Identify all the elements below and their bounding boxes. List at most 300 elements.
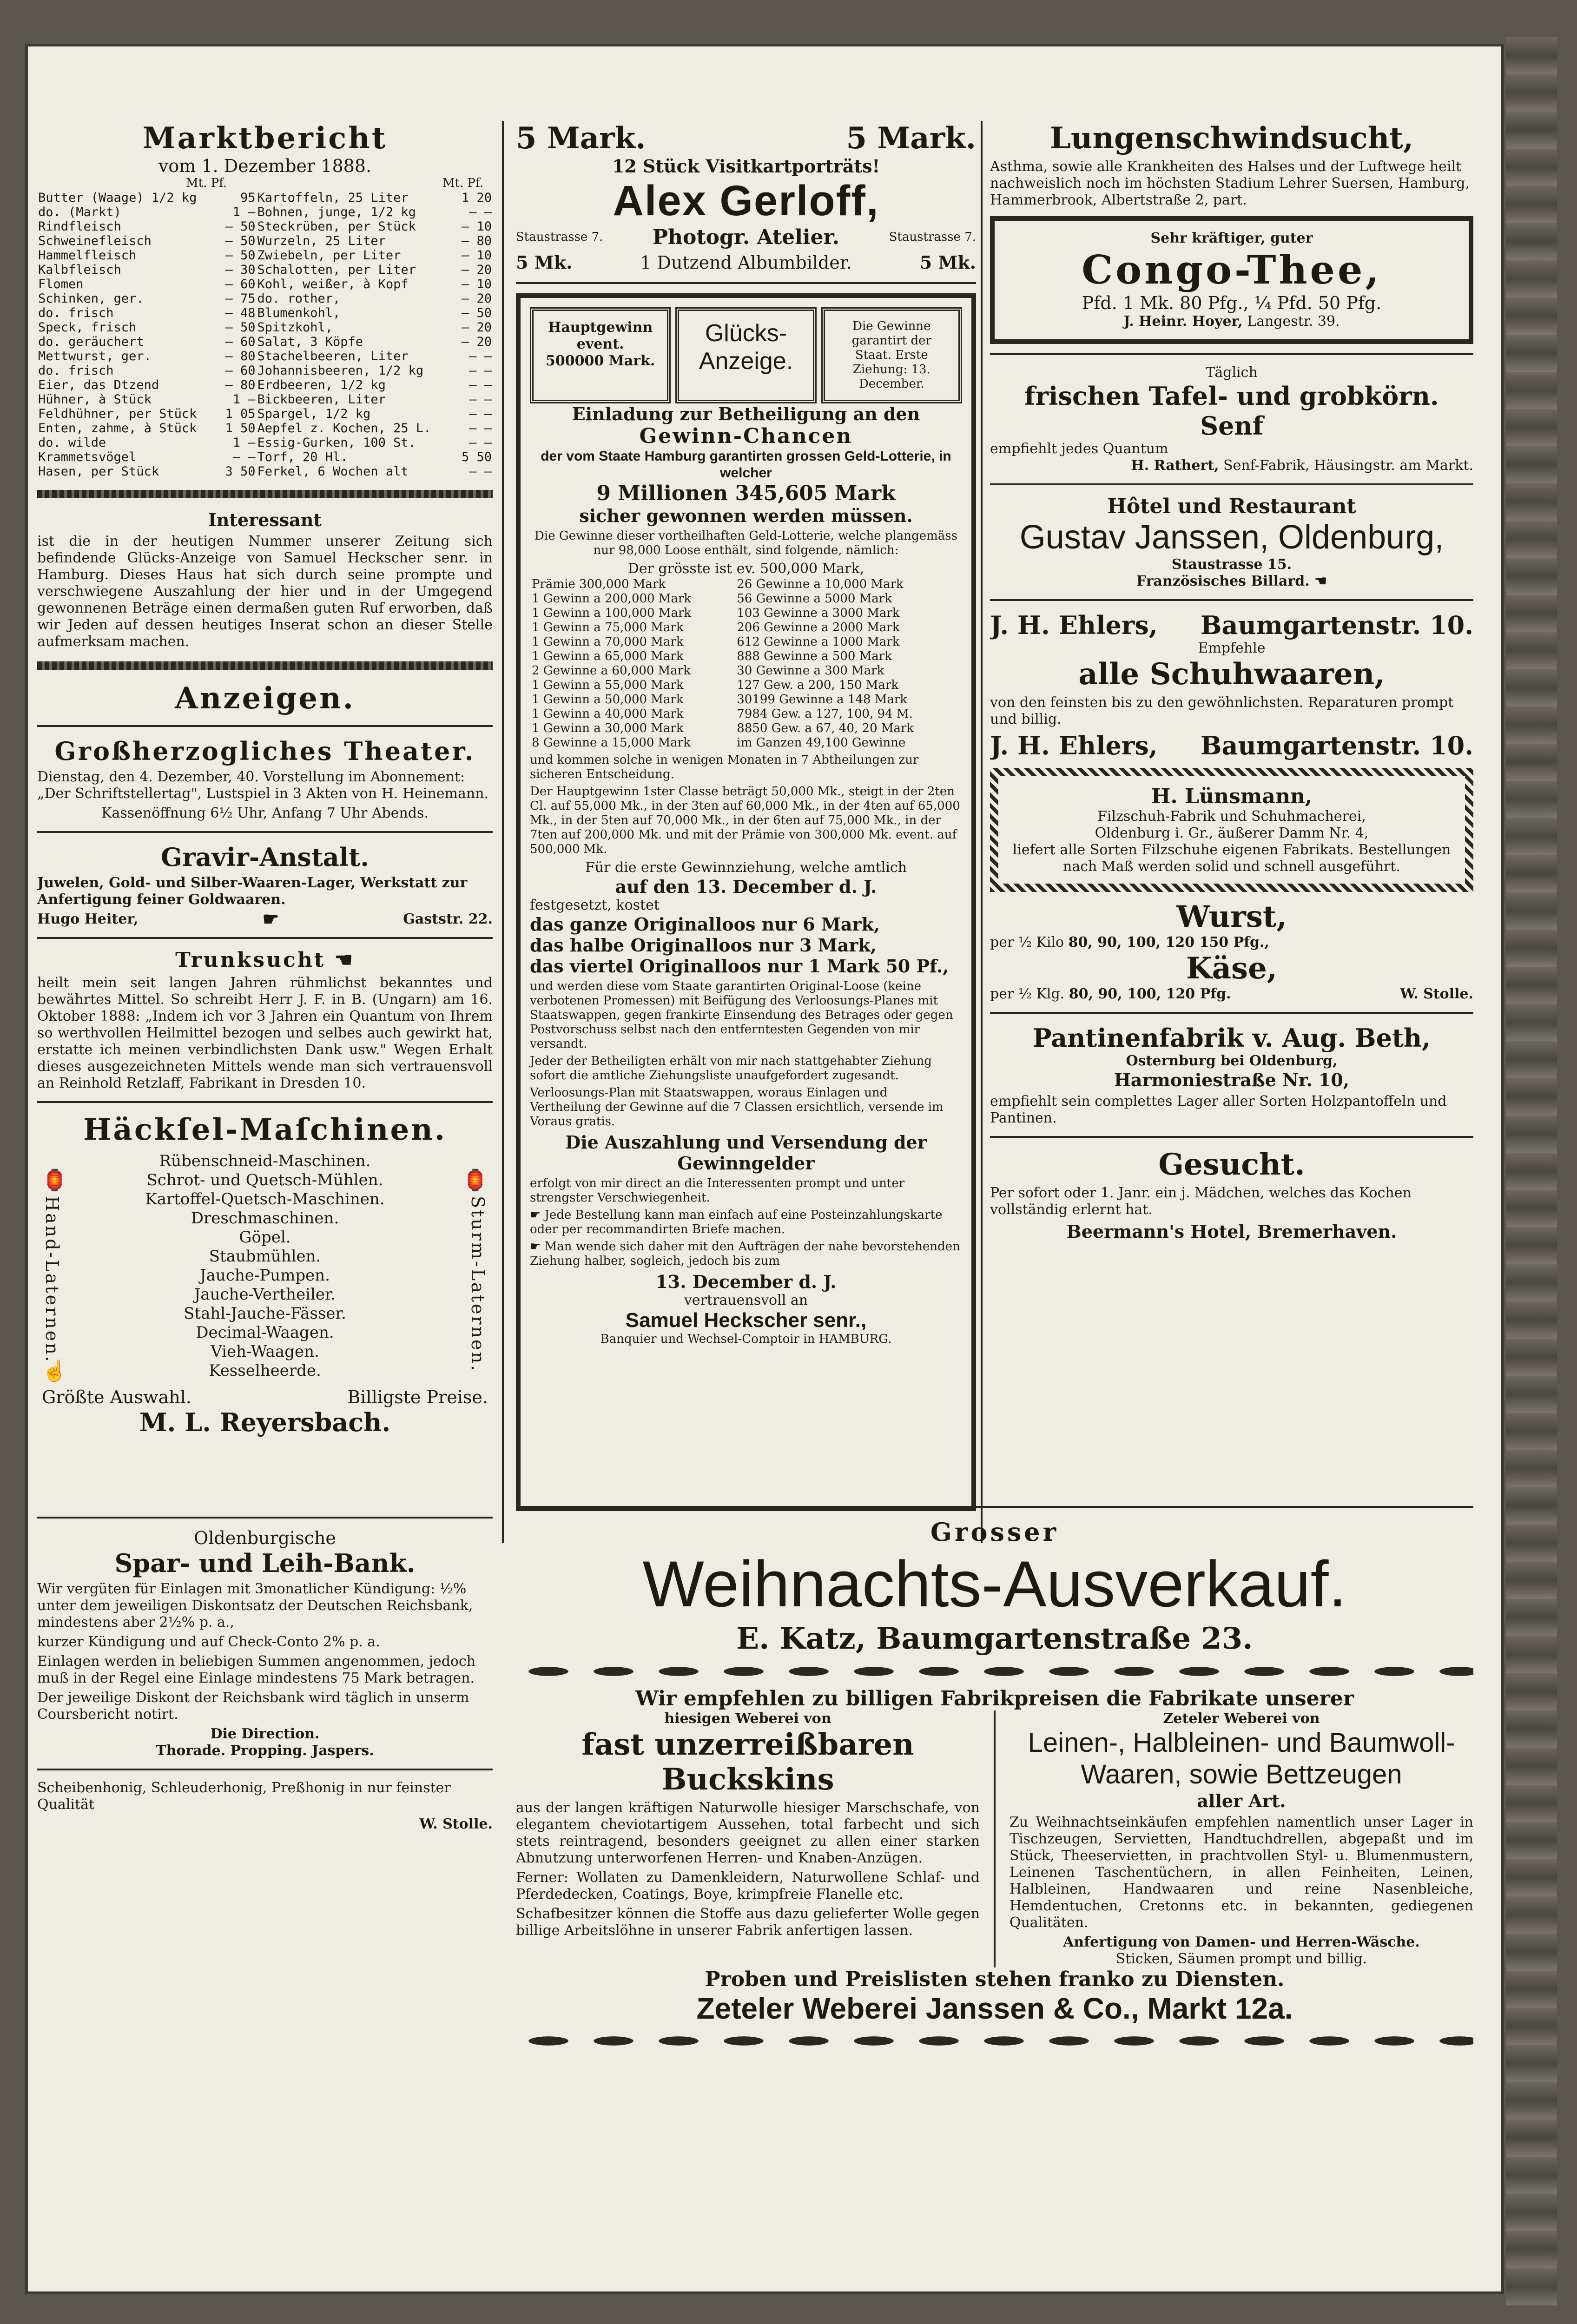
prize-cell: 1 Gewinn a 200,000 Mark	[532, 592, 692, 606]
haeckel-ad	[37, 1112, 493, 1507]
weihnacht-pre: Grosser	[930, 1517, 1059, 1547]
market-price-table	[37, 191, 493, 479]
market-price: — 75	[225, 291, 256, 306]
prize-cell: 7984 Gew. a 127, 100, 94 M.	[737, 707, 913, 721]
market-row	[37, 205, 493, 219]
market-item: Kartoffeln, 25 Liter	[257, 191, 409, 205]
senf-title: frischen Tafel- und grobkörn. Senf	[1024, 381, 1439, 441]
market-item: Salat, 3 Köpfe	[257, 335, 363, 349]
sparbank-text4: Der jeweilige Diskont der Reichsbank wird täglich in unserm Coursbericht notirt.	[37, 1690, 469, 1723]
market-row	[37, 378, 493, 392]
lotterie-gewinn: Gewinn-Chancen	[639, 424, 853, 448]
prize-row	[530, 721, 962, 736]
column-rule	[994, 1710, 996, 1967]
column-rule	[502, 121, 504, 1543]
market-item: Johannisbeeren, 1/2 kg	[257, 363, 424, 378]
pointing-hand-icon: ☚	[334, 948, 355, 972]
prize-row	[530, 577, 962, 592]
lotterie-bestellung: Jede Bestellung kann man einfach auf eine Posteinzahlungskarte oder per recommandirten Briefe machen.	[530, 1208, 943, 1236]
honig-text: Scheibenhonig, Schleuderhonig, Preßhonig in nur feinster Qualität	[37, 1780, 451, 1813]
interessant-section	[37, 509, 493, 650]
prize-cell: 8850 Gew. a 67, 40, 20 Mark	[737, 721, 914, 735]
hotel-ad	[990, 495, 1473, 590]
sparbank-text3: Einlagen werden in beliebigen Summen angenommen, jedoch muß in der Regel eine Einlage mindestens 75 Mark betragen.	[37, 1653, 476, 1686]
sparbank-text2: kurzer Kündigung und auf Check-Conto 2% p. a.	[37, 1634, 380, 1650]
haeckel-title: Häckſel-Maſchinen.	[83, 1112, 447, 1147]
ehlers-text: von den feinsten bis zu den gewöhnlichsten. Reparaturen prompt und billig.	[990, 694, 1454, 727]
weihnacht-name: E. Katz,	[736, 1621, 866, 1656]
book-spine	[1506, 37, 1557, 2305]
prize-cell: Prämie 300,000 Mark	[532, 577, 666, 591]
rule	[990, 1136, 1473, 1138]
prize-cell: 30 Gewinne a 300 Mark	[737, 664, 884, 678]
sparbank-pre: Oldenburgische	[194, 1528, 336, 1548]
prize-row	[530, 664, 962, 678]
market-price: 1 —	[232, 436, 256, 450]
market-price: — 50	[225, 320, 256, 335]
congo-ad	[990, 216, 1473, 344]
market-price: — 50	[461, 306, 492, 320]
pointing-hand-icon: ☚	[1314, 573, 1327, 589]
gesucht-title: Gesucht.	[1158, 1147, 1305, 1182]
lotterie-desc: Die Gewinne dieser vortheilhaften Geld-Lotterie, welche plangemäss nur 98,000 Loose enthält, sind folgende, nämlich:	[534, 529, 957, 557]
weihnacht-right-text: Zu Weihnachtseinkäufen empfehlen namentlich unser Lager in Tischzeugen, Servietten, Handtuchdrellen, abgepaßt und im Stück, Theeservietten, in prachtvollen Styl- u. Blumenmustern, Leinenen Taschentüchern, in allen Feinheiten, Leinen, Halbleinen, Handwaaren und reine Nasenbleiche, Hemdentuchen, Cretonns etc. in bekannten, gediegenen Qualitäten.	[1010, 1814, 1473, 1931]
market-price: — —	[469, 421, 492, 436]
prize-row	[530, 693, 962, 707]
market-item: Hammelfleisch	[38, 248, 137, 263]
ornament-rule	[37, 661, 493, 670]
weihnacht-ad	[516, 1506, 1473, 2259]
lotterie-sicher: sicher gewonnen werden müssen.	[579, 505, 913, 526]
wurst-line2: 80, 90, 100, 120 Pfg.	[1069, 986, 1231, 1002]
pantinen-title: Pantinenfabrik v. Aug. Beth,	[1033, 1023, 1431, 1053]
lotterie-haupt: Der Hauptgewinn 1ster Classe beträgt 50,000 Mk., steigt in der 2ten Cl. auf 55,000 Mk., in der 3ten auf 60,000 Mk., in der 4ten auf 65,000 Mk., in der 5ten auf 70,000 Mk., in der 6ten auf 75,000 Mk., in der 7ten auf 200,000 Mk. und mit der Prämie von 300,000 Mk. event. auf 500,000 Mk.	[530, 785, 960, 856]
luensmann-line1: Filzschuh-Fabrik und Schuhmacherei,	[1097, 808, 1366, 825]
prize-table	[530, 577, 962, 750]
rule	[990, 353, 1473, 355]
gerloff-name: Alex Gerloff,	[613, 177, 879, 224]
market-item: Aepfel z. Kochen, 25 L.	[257, 421, 431, 436]
market-item: Torf, 20 Hl.	[257, 450, 348, 464]
prize-row	[530, 736, 962, 750]
gravir-ad	[37, 842, 493, 928]
market-row	[37, 248, 493, 263]
haeckel-item: Kesselheerde.	[209, 1361, 321, 1380]
market-item: Steckrüben, per Stück	[257, 219, 416, 234]
market-price: — 10	[461, 277, 492, 291]
theater-ad	[37, 736, 493, 822]
prize-cell: 30199 Gewinne a 148 Mark	[737, 693, 908, 706]
market-item: Stachelbeeren, Liter	[257, 349, 409, 363]
prize-cell: 1 Gewinn a 30,000 Mark	[532, 721, 684, 735]
market-price: — 60	[225, 335, 256, 349]
prize-cell: 1 Gewinn a 50,000 Mark	[532, 693, 684, 706]
weihnacht-left	[516, 1710, 980, 1967]
lotterie-plan: Verloosungs-Plan mit Staatswappen, woraus Einlagen und Vertheilung der Gewinne auf die 7 Classen ersichtlich, versende im Voraus gratis.	[530, 1086, 944, 1129]
market-price: — 20	[461, 291, 492, 306]
ehlers-ad	[990, 610, 1473, 760]
lotterie-date2: 13. December d. J.	[655, 1271, 837, 1292]
market-item: Kohl, weißer, à Kopf	[257, 277, 409, 291]
sparbank-sign: Die Direction.	[210, 1726, 320, 1742]
market-price: — 50	[225, 248, 256, 263]
rule	[37, 831, 493, 833]
pantinen-line2: Harmoniestraße Nr. 10,	[1114, 1070, 1350, 1090]
market-item: Bohnen, junge, 1/2 kg	[257, 205, 416, 219]
market-price: — 80	[225, 349, 256, 363]
market-price: — 10	[461, 219, 492, 234]
haeckel-item: Göpel.	[239, 1228, 291, 1247]
prize-cell: 1 Gewinn a 40,000 Mark	[532, 707, 684, 721]
hotel-addr: Staustrasse 15.	[1171, 556, 1292, 573]
column-rule	[981, 121, 983, 1543]
market-row	[37, 349, 493, 363]
lotterie-head-mid: Glücks- Anzeige.	[675, 307, 816, 403]
wurst-line2-pre: per ½ Klg.	[990, 986, 1065, 1002]
haeckel-item: Vieh-Waagen.	[211, 1342, 319, 1361]
market-item: Erdbeeren, 1/2 kg	[257, 378, 386, 392]
market-item: do. (Markt)	[38, 205, 121, 219]
prize-cell: 1 Gewinn a 65,000 Mark	[532, 649, 684, 663]
prize-cell: 103 Gewinne a 3000 Mark	[737, 606, 900, 620]
prize-cell: 1 Gewinn a 75,000 Mark	[532, 621, 684, 634]
market-row	[37, 277, 493, 291]
congo-pre: Sehr kräftiger, guter	[1150, 230, 1313, 246]
haeckel-right-foot: Billigste Preise.	[347, 1387, 488, 1407]
market-row	[37, 436, 493, 450]
luensmann-ad	[990, 768, 1473, 892]
gerloff-foot-mid: 1 Dutzend Albumbilder.	[640, 252, 852, 273]
marktbericht-section	[37, 121, 493, 479]
lotterie-vertrauen: vertrauensvoll an	[684, 1292, 808, 1308]
market-row	[37, 191, 493, 205]
pantinen-ad	[990, 1023, 1473, 1127]
lantern-icon: 🏮	[462, 1169, 488, 1192]
gravir-title: Gravir-Anstalt.	[160, 842, 370, 872]
wurst-title1: Wurst,	[1176, 899, 1287, 934]
prize-cell: 8 Gewinne a 15,000 Mark	[532, 736, 691, 750]
prize-cell: 26 Gewinne a 10,000 Mark	[737, 577, 904, 591]
market-price: 1 20	[461, 191, 492, 205]
market-price: — —	[232, 450, 256, 464]
market-price: 1 50	[225, 421, 256, 436]
market-item: do. frisch	[38, 306, 114, 320]
gesucht-text: Per sofort oder 1. Janr. ein j. Mädchen, welches das Kochen vollständig erlernt hat.	[990, 1185, 1412, 1218]
rule	[990, 483, 1473, 485]
weihnacht-left-text: aus der langen kräftigen Naturwolle hiesiger Marschschafe, von elegantem cheviotartigem Aussehen, total farbecht und sich stets reintragend, besonders geeignet zu allen einer starken Abnutzung unterworfenen Herren- und Knaben-Anzügen.	[516, 1800, 980, 1866]
market-item: Spitzkohl,	[257, 320, 333, 335]
hotel-title: Gustav Janssen, Oldenburg,	[1019, 519, 1444, 556]
sparbank-ad	[37, 1528, 493, 1759]
weihnacht-right-text3: Sticken, Säumen prompt und billig.	[1115, 1951, 1367, 1967]
lungen-title: Lungenschwindsucht,	[1049, 121, 1414, 156]
market-price: — —	[469, 464, 492, 479]
market-row	[37, 219, 493, 234]
haeckel-left-foot: Größte Auswahl.	[42, 1387, 191, 1407]
market-price: — —	[469, 392, 492, 407]
luensmann-name: H. Lünsmann,	[1151, 785, 1313, 808]
market-item: Flomen	[38, 277, 84, 291]
market-item: Wurzeln, 25 Liter	[257, 234, 386, 248]
haeckel-item: Dreschmaschinen.	[191, 1209, 339, 1228]
weihnacht-left-title1: fast unzerreißbaren	[581, 1727, 914, 1762]
market-item: Enten, zahme, à Stück	[38, 421, 197, 436]
market-item: Spargel, 1/2 kg	[257, 407, 371, 421]
weihnacht-right-title: Leinen-, Halbleinen- und Baumwoll-Waaren, sowie Bettzeugen	[1028, 1728, 1455, 1789]
sturm-laternen-label: Sturm-Laternen.	[468, 1196, 488, 1373]
honig-name: W. Stolle.	[419, 1816, 493, 1832]
market-item: Schalotten, per Liter	[257, 263, 416, 277]
lotterie-bank: Banquier und Wechsel-Comptoir in HAMBURG.	[600, 1332, 892, 1346]
senf-pre: Täglich	[1206, 364, 1258, 381]
wurst-ad	[990, 899, 1473, 1003]
ornament-rule	[516, 1664, 1473, 1679]
hotel-pre: Hôtel und Restaurant	[1107, 495, 1356, 518]
market-price: 1 05	[225, 407, 256, 421]
senf-addr: Senf-Fabrik, Häusingstr. am Markt.	[1223, 457, 1473, 474]
prize-row	[530, 707, 962, 721]
lotterie-send: und werden diese vom Staate garantirten Original-Loose (keine verbotenen Promessen) mit Beifügung des Verloosungs-Planes mit Staatswappen, gegen frankirte Einsendung des Betrages oder gegen Postvorschuss selbst nach den entferntesten Gegenden von mir versandt.	[530, 979, 953, 1051]
market-price: — 10	[461, 248, 492, 263]
anzeigen-title: Anzeigen.	[175, 681, 355, 716]
market-price: 1 —	[232, 392, 256, 407]
gerloff-foot-right: 5 Mk.	[919, 252, 976, 273]
ehlers-name-2: J. H. Ehlers,	[990, 731, 1158, 760]
senf-name: H. Rathert,	[1131, 457, 1219, 474]
haeckel-item: Kartoffel-Quetsch-Maschinen.	[145, 1190, 385, 1208]
market-price: — 30	[225, 263, 256, 277]
haeckel-item: Stahl-Jauche-Fässer.	[184, 1304, 346, 1323]
column-middle	[516, 121, 976, 1552]
weihnacht-firm: Zeteler Weberei Janssen & Co., Markt 12a.	[696, 1992, 1293, 2025]
hand-laternen-label: Hand-Laternen.	[42, 1196, 62, 1364]
market-item: do. wilde	[38, 436, 106, 450]
congo-addr: Langestr. 39.	[1247, 313, 1340, 330]
lotterie-wende: Man wende sich daher mit den Aufträgen der nahe bevorstehenden Ziehung halber, sogleich, jedoch bis zum	[530, 1240, 960, 1268]
prize-cell: im Ganzen 49,100 Gewinne	[737, 736, 906, 750]
lotterie-invite: Einladung zur Betheiligung an den	[572, 403, 920, 424]
market-item: Ferkel, 6 Wochen alt	[257, 464, 409, 479]
unit-left: Mt. Pf.	[186, 176, 227, 190]
weihnacht-right	[1010, 1710, 1473, 1967]
gerloff-right-addr: Staustrasse 7.	[889, 230, 976, 244]
luensmann-line2: Oldenburg i. Gr., äußerer Damm Nr. 4,	[1095, 825, 1369, 841]
rule	[990, 1012, 1473, 1014]
ehlers-title: alle Schuhwaaren,	[1078, 657, 1385, 692]
market-item: Krammetsvögel	[38, 450, 137, 464]
gesucht-ad	[990, 1147, 1473, 1242]
prize-row	[530, 621, 962, 635]
market-row	[37, 450, 493, 464]
lotterie-loos2: das halbe Originalloos nur 3 Mark,	[530, 935, 877, 956]
weihnacht-left-text3: Schafbesitzer können die Stoffe aus dazu gelieferter Wolle gegen billige Arbeitslöhne in unserer Fabrik anfertigen lassen.	[516, 1906, 980, 1939]
prize-cell: 2 Gewinne a 60,000 Mark	[532, 664, 691, 678]
market-item: Bickbeeren, Liter	[257, 392, 386, 407]
lungen-text: Asthma, sowie alle Krankheiten des Halses und der Luftwege heilt nachweislich noch im höchsten Stadium Lehrer Suersen, Hamburg, Hammerbrook, Albertstraße 2, part.	[990, 158, 1470, 208]
sparbank-names: Thorade. Propping. Jaspers.	[156, 1743, 374, 1759]
gerloff-foot-left: 5 Mk.	[516, 252, 573, 273]
market-price: 5 50	[461, 450, 492, 464]
weihnacht-proben: Proben und Preislisten stehen franko zu Diensten.	[705, 1967, 1285, 1991]
prize-row	[530, 678, 962, 693]
congo-name: J. Heinr. Hoyer,	[1123, 313, 1243, 330]
market-item: Schinken, ger.	[38, 291, 144, 306]
lungen-ad	[990, 121, 1473, 209]
lotterie-loos1: das ganze Originalloos nur 6 Mark,	[530, 914, 880, 935]
gerloff-right-price: 5 Mark.	[846, 121, 976, 156]
market-item: Essig-Gurken, 100 St.	[257, 436, 416, 450]
lotterie-staat: der vom Staate Hamburg garantirten grossen Geld-Lotterie, in welcher	[541, 449, 951, 481]
lotterie-jeder: Jeder der Betheiligten erhält von mir nach stattgehabter Ziehung sofort die amtliche Ziehungsliste unaufgefordert zugesandt.	[530, 1054, 932, 1083]
lotterie-date: auf den 13. December d. J.	[615, 876, 877, 897]
prize-cell: 888 Gewinne a 500 Mark	[737, 649, 892, 663]
market-item: do. frisch	[38, 363, 114, 378]
market-price: — 20	[461, 335, 492, 349]
gravir-name: Hugo Heiter,	[37, 911, 139, 927]
prize-cell: 206 Gewinne a 2000 Mark	[737, 621, 900, 634]
prize-cell: 612 Gewinne a 1000 Mark	[737, 635, 900, 649]
market-price: — —	[469, 363, 492, 378]
haeckel-item-list	[37, 1152, 493, 1380]
lotterie-erfolgt: erfolgt von mir direct an die Interessenten prompt und unter strengster Verschwiegenheit.	[530, 1176, 905, 1205]
gerloff-ad	[516, 121, 976, 273]
market-item: Butter (Waage) 1/2 kg	[38, 191, 197, 205]
market-price: — 50	[225, 219, 256, 234]
market-row	[37, 291, 493, 306]
haeckel-item: Decimal-Waagen.	[196, 1323, 334, 1342]
gerloff-left-addr: Staustrasse 7.	[516, 230, 603, 244]
congo-price: Pfd. 1 Mk. 80 Pfg., ¼ Pfd. 50 Pfg.	[1082, 293, 1382, 313]
market-price: — —	[469, 436, 492, 450]
lotterie-loos3: das viertel Originalloos nur 1 Mark 50 Pf.,	[530, 956, 949, 977]
rule	[990, 599, 1473, 601]
lotterie-head-left: Hauptgewinn event. 500000 Mark.	[530, 307, 671, 403]
prize-cell: 1 Gewinn a 70,000 Mark	[532, 635, 684, 649]
gerloff-mid: Photogr. Atelier.	[652, 225, 840, 249]
market-row	[37, 306, 493, 320]
haeckel-item: Rübenschneid-Maschinen.	[159, 1152, 371, 1170]
ehlers-name: J. H. Ehlers,	[990, 610, 1158, 640]
pointing-hand-icon: ☛	[530, 1240, 545, 1254]
market-price: — 60	[225, 363, 256, 378]
market-price: — 20	[461, 320, 492, 335]
sparbank-title: Spar- und Leih-Bank.	[114, 1548, 416, 1578]
unit-right: Mt. Pf.	[442, 176, 483, 190]
trunksucht-title: Trunksucht ☚	[175, 948, 355, 972]
market-price: 3 50	[225, 464, 256, 479]
market-price: — 20	[461, 263, 492, 277]
weihnacht-right-art: aller Art.	[1197, 1790, 1286, 1811]
lotterie-head-right: Die Gewinne garantirt der Staat. Erste Ziehung: 13. December.	[821, 307, 962, 403]
ornament-rule	[516, 2033, 1473, 2049]
theater-times: Kassenöffnung 6½ Uhr, Anfang 7 Uhr Abends.	[101, 805, 429, 821]
market-price: 95	[240, 191, 256, 205]
weihnacht-addr: Baumgartenstraße 23.	[876, 1621, 1253, 1656]
pointing-hand-icon: ☛	[262, 908, 279, 930]
prize-row	[530, 606, 962, 621]
market-item: Zwiebeln, per Liter	[257, 248, 401, 263]
pantinen-line1: Osternburg bei Oldenburg,	[1126, 1053, 1338, 1069]
market-price: — —	[469, 349, 492, 363]
market-row	[37, 263, 493, 277]
lotterie-groesste: Der grösste ist ev. 500,000 Mark,	[627, 561, 864, 577]
lotterie-after-rows: und kommen solche in wenigen Monaten in 7 Abtheilungen zur sicheren Entscheidung.	[530, 753, 919, 781]
wurst-line1-pre: per ½ Kilo	[990, 934, 1064, 951]
gesucht-name: Beermann's Hotel, Bremerhaven.	[1066, 1221, 1397, 1242]
prize-row	[530, 592, 962, 606]
trunksucht-ad	[37, 948, 493, 1092]
market-row	[37, 335, 493, 349]
market-item: do. rother,	[257, 291, 341, 306]
lotterie-millions: 9 Millionen 345,605 Mark	[596, 482, 896, 505]
market-item: Kalbfleisch	[38, 263, 121, 277]
wurst-title2: Käse,	[1186, 951, 1278, 986]
market-price: 1 —	[232, 205, 256, 219]
luensmann-line3: liefert alle Sorten Filzschuhe eigenen Fabrikats. Bestellungen nach Maß werden solid und schnell ausgeführt.	[1012, 842, 1451, 875]
weihnacht-left-pre: hiesigen Weberei von	[664, 1710, 831, 1727]
prize-cell: 127 Gew. a 200, 150 Mark	[737, 678, 899, 692]
market-item: Mettwurst, ger.	[38, 349, 152, 363]
pantinen-text: empfiehlt sein complettes Lager aller Sorten Holzpantoffeln und Pantinen.	[990, 1093, 1447, 1126]
pointing-hand-icon: ☝	[42, 1359, 67, 1383]
prize-row	[530, 635, 962, 649]
wurst-line1: 80, 90, 100, 120 150 Pfg.,	[1068, 934, 1269, 951]
weihnacht-right-pre: Zeteler Weberei von	[1163, 1710, 1320, 1727]
theater-title: Großherzogliches Theater.	[54, 736, 475, 766]
market-item: Rindfleisch	[38, 219, 121, 234]
senf-ad	[990, 364, 1473, 474]
market-price: — —	[469, 407, 492, 421]
lotterie-erste: Für die erste Gewinnziehung, welche amtlich	[585, 859, 907, 876]
haeckel-item: Jauche-Pumpen.	[200, 1266, 330, 1285]
rule	[516, 282, 976, 284]
gerloff-left-price: 5 Mark.	[516, 121, 646, 156]
theater-text: Dienstag, den 4. Dezember, 40. Vorstellung im Abonnement: „Der Schriftstellertag", Lustspiel in 3 Akten von H. Heinemann.	[37, 769, 489, 802]
haeckel-item: Staubmühlen.	[209, 1247, 321, 1266]
interessant-title: Interessant	[208, 509, 322, 530]
hotel-billard: Französisches Billard.	[1136, 573, 1310, 589]
haeckel-item: Schrot- und Quetsch-Mühlen.	[146, 1171, 383, 1189]
market-price: — 80	[461, 234, 492, 248]
lantern-icon: 🏮	[42, 1169, 67, 1192]
weihnacht-left-title2: Buckskins	[661, 1762, 834, 1797]
market-price: — —	[469, 378, 492, 392]
prize-cell: 1 Gewinn a 100,000 Mark	[532, 606, 692, 620]
market-price: — —	[469, 205, 492, 219]
market-item: Hasen, per Stück	[38, 464, 159, 479]
honig-ad	[37, 1780, 493, 1833]
weihnacht-intro: Wir empfehlen zu billigen Fabrikpreisen die Fabrikate unserer	[635, 1687, 1354, 1710]
market-row	[37, 407, 493, 421]
market-item: Blumenkohl,	[257, 306, 341, 320]
trunksucht-text: heilt mein seit langen Jahren rühmlichst bekanntes und bewährtes Mittel. So schreibt Herr J. F. in B. (Ungarn) am 16. Oktober 1888: „Indem ich vor 3 Jahren ein Quantum von Ihrem so werthvollen Heilmittel bezogen und selbes auch gewirkt hat, erstatte ich meinen verbindlichsten Dank usw." Wegen Erhalt dieses ausgezeichneten Mittels wende man sich vertrauensvoll an Reinhold Retzlaff, Fabrikant in Dresden 10.	[37, 975, 493, 1091]
weihnacht-title: Weihnachts-Ausverkauf.	[642, 1547, 1347, 1620]
lotterie-auszahlung: Die Auszahlung und Versendung der Gewinngelder	[565, 1132, 927, 1174]
market-row	[37, 392, 493, 407]
rule	[37, 937, 493, 939]
newspaper-page	[28, 46, 1501, 2291]
rule	[37, 1769, 493, 1770]
market-row	[37, 363, 493, 378]
rule	[37, 725, 493, 727]
market-row	[37, 320, 493, 335]
gravir-text: Juwelen, Gold- und Silber-Waaren-Lager, Werkstatt zur Anfertigung feiner Goldwaaren.	[37, 875, 468, 908]
senf-text: empfiehlt jedes Quantum	[990, 441, 1168, 457]
wurst-name: W. Stolle.	[1400, 986, 1473, 1002]
market-price: — 48	[225, 306, 256, 320]
prize-cell: 56 Gewinne a 5000 Mark	[737, 592, 892, 606]
lotterie-fest: festgesetzt, kostet	[530, 897, 660, 913]
